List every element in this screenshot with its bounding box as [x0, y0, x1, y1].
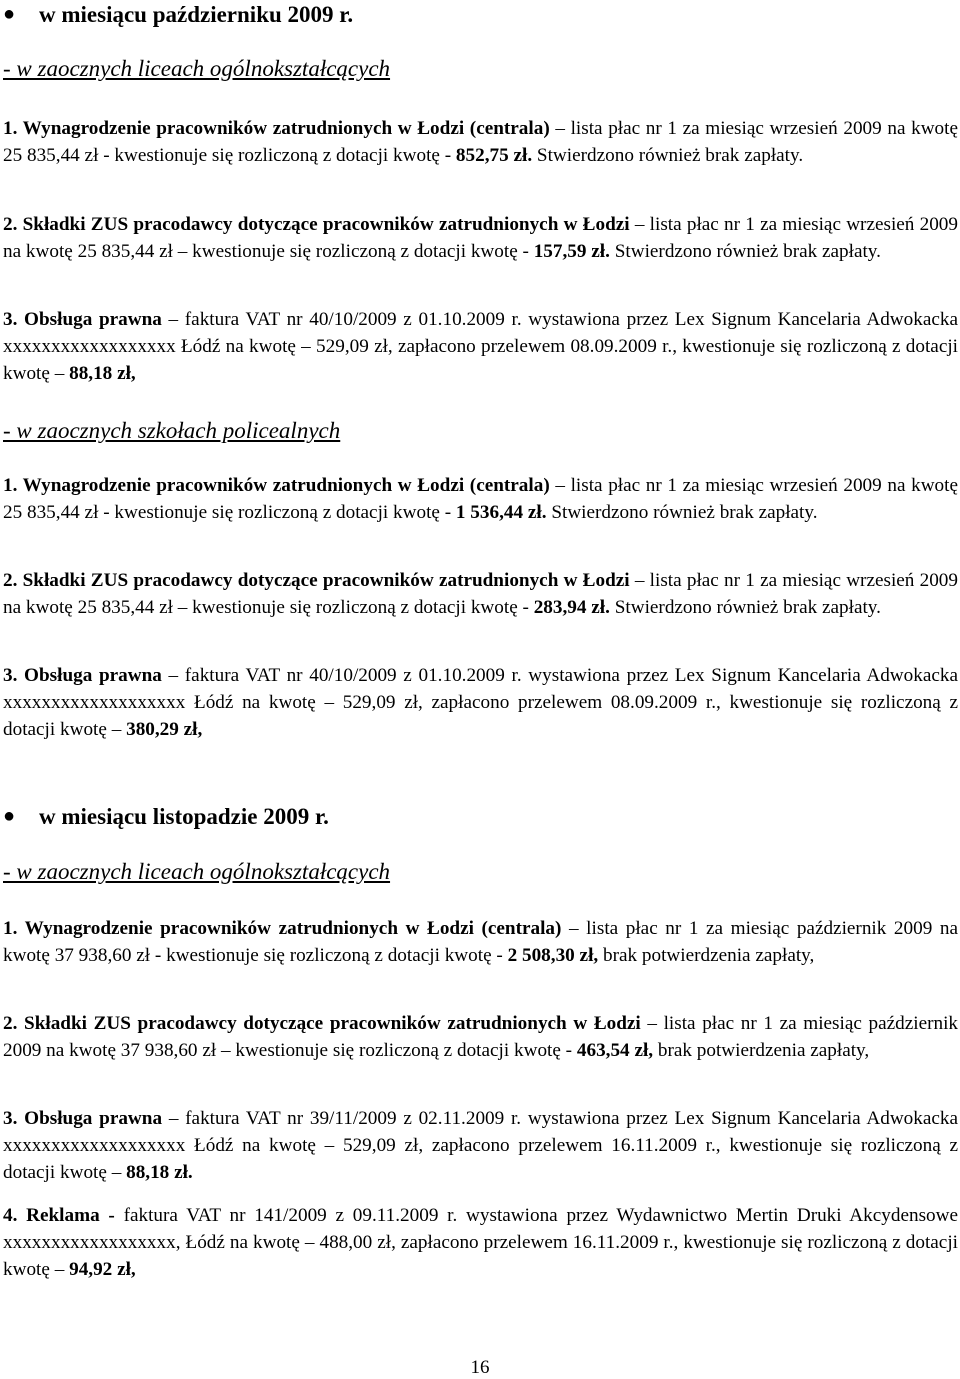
subheading: - w zaocznych liceach ogólnokształcących: [3, 56, 391, 81]
bullet-icon: ●: [3, 3, 16, 25]
subheading: - w zaocznych liceach ogólnokształcących: [3, 859, 391, 884]
list-item: 4. Reklama - faktura VAT nr 141/2009 z 09.11.2009 r. wystawiona przez Wydawnictwo Mertin Druki Akcydensowe xxxxxxxxxxxxxxxxxx, Łódź na kwotę – 488,00 zł, zapłacono przelewem 16.11.2009 r., kwestionuje się rozliczoną z dotacji kwotę – 94,92 zł,: [3, 1205, 958, 1280]
list-item: 3. Obsługa prawna – faktura VAT nr 39/11/2009 z 02.11.2009 r. wystawiona przez Lex Signum Kancelaria Adwokacka xxxxxxxxxxxxxxxxxxx Łódź na kwotę – 529,09 zł, zapłacono przelewem 16.11.2009 r., kwestionuje się rozliczoną z dotacji kwotę – 88,18 zł.: [3, 1108, 959, 1183]
bullet-icon: ●: [3, 805, 16, 827]
list-item: 1. Wynagrodzenie pracowników zatrudnionych w Łodzi (centrala) – lista płac nr 1 za miesiąc październik 2009 na kwotę 37 938,60 zł - kwestionuje się rozliczoną z dotacji kwotę - 2 508,30 zł, brak potwierdzenia zapłaty,: [3, 918, 958, 966]
list-item: 1. Wynagrodzenie pracowników zatrudnionych w Łodzi (centrala) – lista płac nr 1 za miesiąc wrzesień 2009 na kwotę 25 835,44 zł - kwestionuje się rozliczoną z dotacji kwotę - 852,75 zł. Stwierdzono również brak zapłaty.: [3, 118, 958, 166]
page-number: 16: [470, 1357, 490, 1378]
list-item: 3. Obsługa prawna – faktura VAT nr 40/10/2009 z 01.10.2009 r. wystawiona przez Lex Signum Kancelaria Adwokacka xxxxxxxxxxxxxxxxxx Łódź na kwotę – 529,09 zł, zapłacono przelewem 08.09.2009 r., kwestionuje się rozliczoną z dotacji kwotę – 88,18 zł,: [3, 309, 958, 384]
list-item: 3. Obsługa prawna – faktura VAT nr 40/10/2009 z 01.10.2009 r. wystawiona przez Lex Signum Kancelaria Adwokacka xxxxxxxxxxxxxxxxxxx Łódź na kwotę – 529,09 zł, zapłacono przelewem 08.09.2009 r., kwestionuje się rozliczoną z dotacji kwotę – 380,29 zł,: [3, 665, 958, 740]
month-heading: ● w miesiącu listopadzie 2009 r.: [3, 804, 329, 829]
subheading: - w zaocznych szkołach policealnych: [3, 418, 341, 443]
list-item: 2. Składki ZUS pracodawcy dotyczące pracowników zatrudnionych w Łodzi – lista płac nr 1 za miesiąc październik 2009 na kwotę 37 938,60 zł – kwestionuje się rozliczoną z dotacji kwotę - 463,54 zł, brak potwierdzenia zapłaty,: [3, 1013, 958, 1061]
list-item: 1. Wynagrodzenie pracowników zatrudnionych w Łodzi (centrala) – lista płac nr 1 za miesiąc wrzesień 2009 na kwotę 25 835,44 zł - kwestionuje się rozliczoną z dotacji kwotę - 1 536,44 zł. Stwierdzono również brak zapłaty.: [3, 475, 958, 523]
list-item: 2. Składki ZUS pracodawcy dotyczące pracowników zatrudnionych w Łodzi – lista płac nr 1 za miesiąc wrzesień 2009 na kwotę 25 835,44 zł – kwestionuje się rozliczoną z dotacji kwotę - 283,94 zł. Stwierdzono również brak zapłaty.: [3, 570, 958, 618]
month-heading: ● w miesiącu październiku 2009 r.: [3, 2, 354, 27]
list-item: 2. Składki ZUS pracodawcy dotyczące pracowników zatrudnionych w Łodzi – lista płac nr 1 za miesiąc wrzesień 2009 na kwotę 25 835,44 zł – kwestionuje się rozliczoną z dotacji kwotę - 157,59 zł. Stwierdzono również brak zapłaty.: [3, 214, 958, 262]
